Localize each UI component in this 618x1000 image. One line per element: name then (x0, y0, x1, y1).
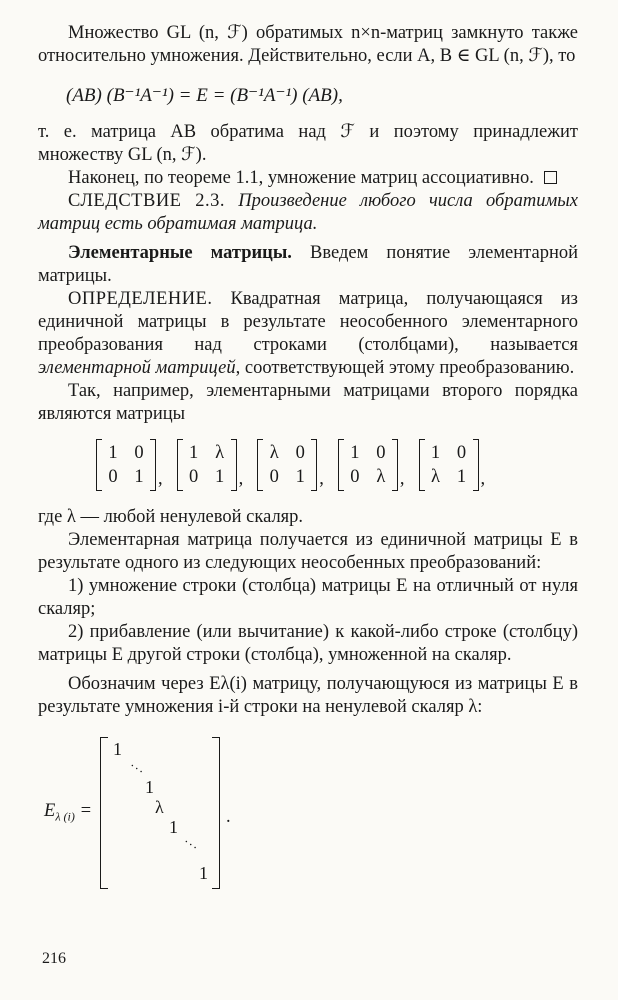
equation-period: . (225, 806, 231, 827)
matrix-1: 1 0 0 1 (96, 440, 156, 490)
end-of-proof-icon (544, 171, 557, 184)
matrix-2: 1 λ 0 1 (177, 440, 237, 490)
section-heading: Элементарные матрицы. (68, 243, 292, 263)
paragraph-7: Обозначим через Eλ(i) матрицу, получающуюся из матрицы E в результате умножения i-й строки на ненулевой скаляр λ: (38, 674, 578, 717)
matrices-2x2-row: 1 0 0 1 , 1 λ 0 1 , λ 0 0 1 , 1 0 0 λ , 1 0 λ 1 , (96, 440, 578, 490)
paragraph-4: Так, например, элементарными матрицами второго порядка являются матрицы (38, 381, 578, 424)
elementary-matrices-intro: Элементарные матрицы. Введем понятие элементарной матрицы. (38, 243, 578, 286)
formula-inverse-product: (AB) (B⁻¹A⁻¹) = E = (B⁻¹A⁻¹) (AB), (66, 85, 343, 106)
diagonal-dots-icon: ··· (180, 833, 203, 856)
matrix-entry: λ (154, 797, 164, 817)
matrix-4: 1 0 0 λ (338, 440, 398, 490)
paragraph-5: где λ — любой ненулевой скаляр. (38, 507, 304, 527)
page-number: 216 (42, 950, 66, 967)
matrix-3: λ 0 0 1 (257, 440, 317, 490)
matrix-entry: 1 (198, 863, 208, 883)
matrix-entry: 1 (144, 777, 154, 797)
page-content (38, 22, 578, 889)
corollary (38, 190, 578, 236)
big-matrix-label: $E_{\lambda (i)}$ = (44, 801, 92, 824)
paragraph-1: Множество GL (n, ℱ) обратимых n×n-матриц замкнуто также относительно умножения. Действительно, если A, B ∈ GL (n, ℱ), то (38, 23, 578, 66)
matrix-entry: 1 (112, 739, 122, 759)
corollary-label: СЛЕДСТВИЕ 2.3. (68, 191, 225, 211)
definition-label: ОПРЕДЕЛЕНИЕ. (68, 289, 213, 309)
matrix-5: 1 0 λ 1 (419, 440, 479, 490)
big-matrix-equation (44, 737, 578, 889)
diagonal-dots-icon: ··· (126, 757, 149, 780)
definition-term: элементарной матрицей (38, 358, 236, 378)
paragraph-2: т. е. матрица AB обратима над ℱ и поэтому принадлежит множеству GL (n, ℱ). (38, 122, 578, 165)
big-matrix (100, 737, 220, 889)
list-item-1: 1) умножение строки (столбца) матрицы E на отличный от нуля скаляр; (38, 576, 578, 619)
corollary-text: Произведение любого числа обратимых матриц есть обратимая матрица. (38, 191, 579, 234)
paragraph-3: Наконец, по теореме 1.1, умножение матриц ассоциативно. (38, 167, 578, 190)
matrix-entry: 1 (168, 817, 178, 837)
definition: ОПРЕДЕЛЕНИЕ. Квадратная матрица, получающаяся из единичной матрицы в результате неособенного элементарного преобразования над строками (столбцами), называется элементарной матрицей, соответствующей этому преобразованию. (38, 289, 578, 378)
paragraph-6: Элементарная матрица получается из единичной матрицы E в результате одного из следующих неособенных преобразований: (38, 530, 578, 573)
list-item-2: 2) прибавление (или вычитание) к какой-либо строке (столбцу) матрицы E другой строки (столбца), умноженной на скаляр. (38, 622, 578, 665)
